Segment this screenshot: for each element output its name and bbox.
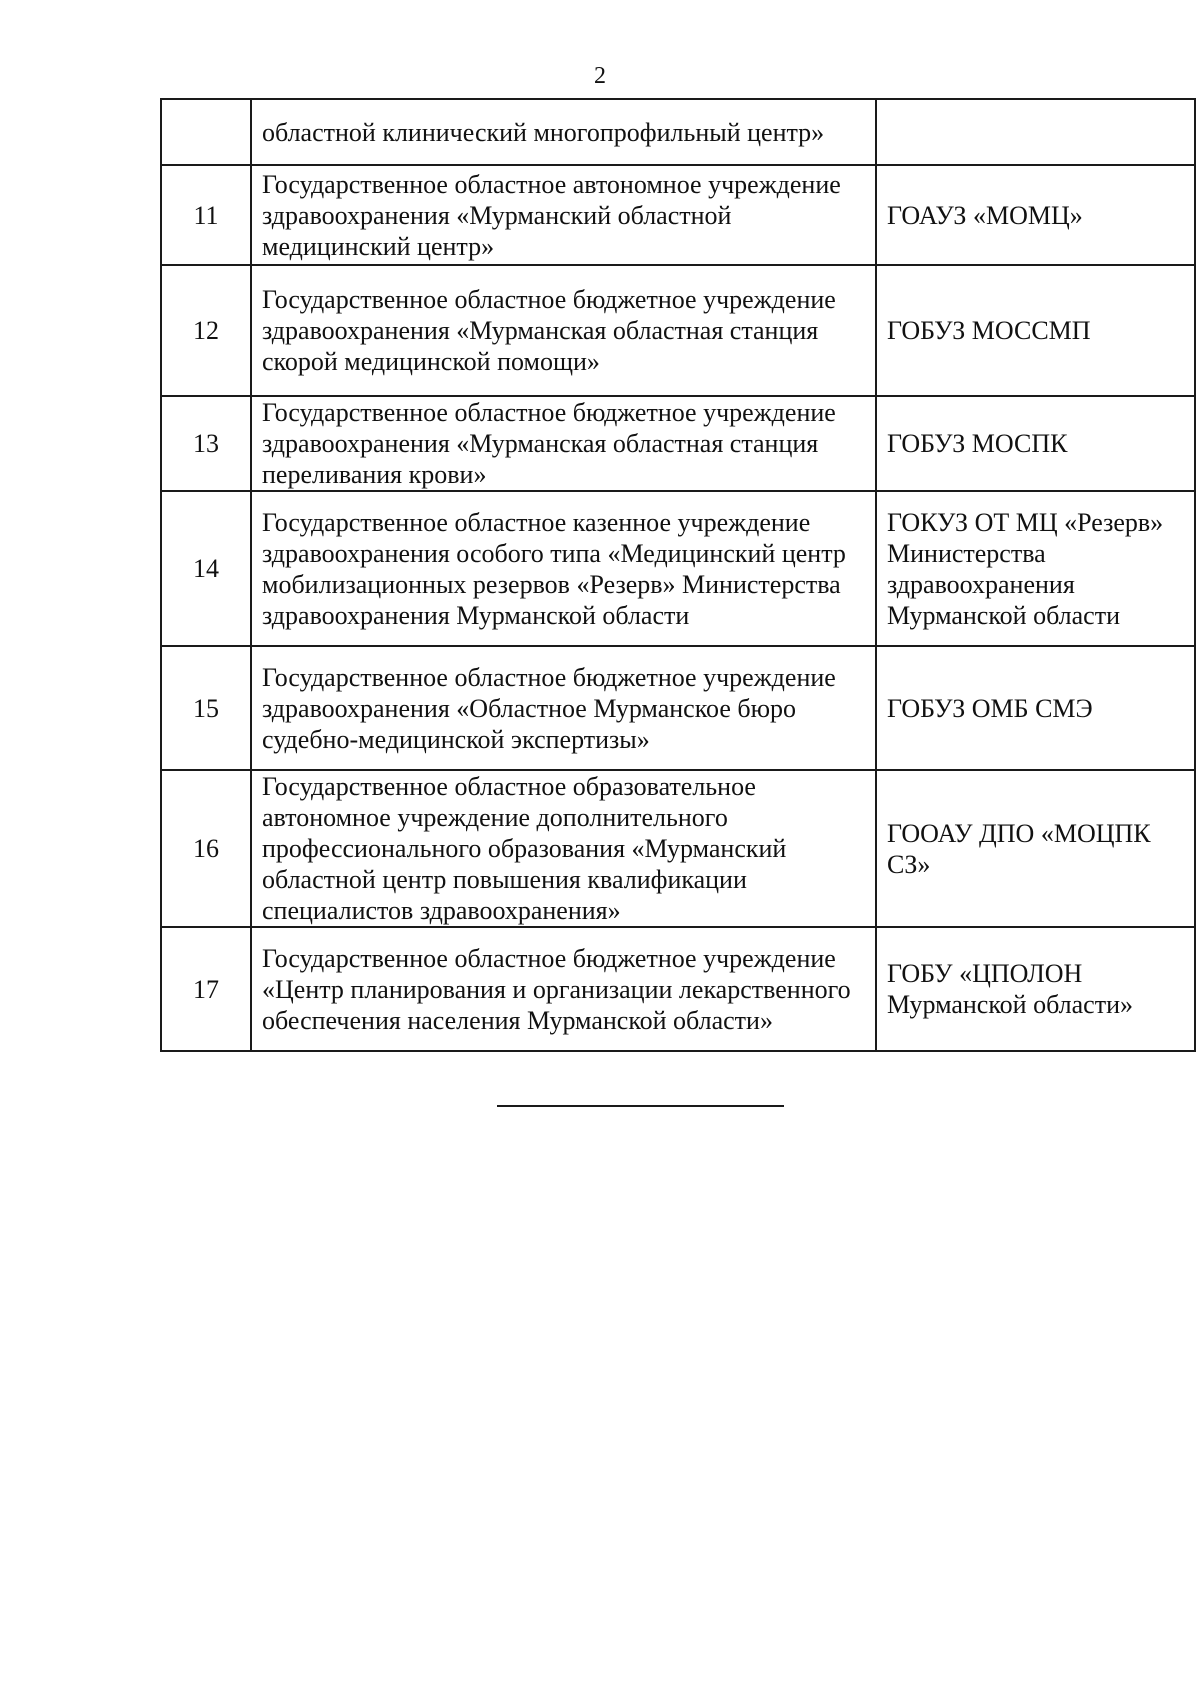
row-number-cell: 11 bbox=[161, 165, 251, 265]
abbreviation-cell: ГООАУ ДПО «МОЦПК СЗ» bbox=[876, 770, 1195, 927]
institution-name-cell: Государственное областное бюджетное учреждение здравоохранения «Мурманская областная станция переливания крови» bbox=[251, 396, 876, 491]
abbreviation-cell: ГОБУЗ МОСПК bbox=[876, 396, 1195, 491]
table-row bbox=[161, 396, 1195, 491]
row-number-cell: 13 bbox=[161, 396, 251, 491]
institution-name-cell: Государственное областное бюджетное учреждение здравоохранения «Областное Мурманское бюро судебно-медицинской экспертизы» bbox=[251, 646, 876, 770]
row-number-cell: 12 bbox=[161, 265, 251, 396]
abbreviation-cell: ГОБУ «ЦПОЛОН Мурманской области» bbox=[876, 927, 1195, 1051]
row-number-cell: 15 bbox=[161, 646, 251, 770]
row-number-cell: 17 bbox=[161, 927, 251, 1051]
institution-name-cell: Государственное областное бюджетное учреждение «Центр планирования и организации лекарственного обеспечения населения Мурманской области» bbox=[251, 927, 876, 1051]
institution-name-cell: областной клинический многопрофильный центр» bbox=[251, 99, 876, 165]
page-number: 2 bbox=[594, 63, 606, 89]
abbreviation-cell bbox=[876, 99, 1195, 165]
row-number-cell: 14 bbox=[161, 491, 251, 646]
table-row bbox=[161, 646, 1195, 770]
institution-name-cell: Государственное областное бюджетное учреждение здравоохранения «Мурманская областная станция скорой медицинской помощи» bbox=[251, 265, 876, 396]
table-row bbox=[161, 265, 1195, 396]
abbreviation-cell: ГОБУЗ ОМБ СМЭ bbox=[876, 646, 1195, 770]
row-number-cell: 16 bbox=[161, 770, 251, 927]
row-number-cell bbox=[161, 99, 251, 165]
institution-name-cell: Государственное областное автономное учреждение здравоохранения «Мурманский областной медицинский центр» bbox=[251, 165, 876, 265]
table-row bbox=[161, 927, 1195, 1051]
table-row bbox=[161, 491, 1195, 646]
abbreviation-cell: ГОБУЗ МОССМП bbox=[876, 265, 1195, 396]
abbreviation-cell: ГОКУЗ ОТ МЦ «Резерв» Министерства здравоохранения Мурманской области bbox=[876, 491, 1195, 646]
table-row bbox=[161, 165, 1195, 265]
closing-divider-line bbox=[497, 1105, 784, 1107]
institutions-table bbox=[160, 98, 1196, 1052]
table-row bbox=[161, 99, 1195, 165]
institution-name-cell: Государственное областное образовательное автономное учреждение дополнительного профессионального образования «Мурманский областной центр повышения квалификации специалистов здравоохранения» bbox=[251, 770, 876, 927]
table-row bbox=[161, 770, 1195, 927]
institution-name-cell: Государственное областное казенное учреждение здравоохранения особого типа «Медицинский центр мобилизационных резервов «Резерв» Министерства здравоохранения Мурманской области bbox=[251, 491, 876, 646]
abbreviation-cell: ГОАУЗ «МОМЦ» bbox=[876, 165, 1195, 265]
